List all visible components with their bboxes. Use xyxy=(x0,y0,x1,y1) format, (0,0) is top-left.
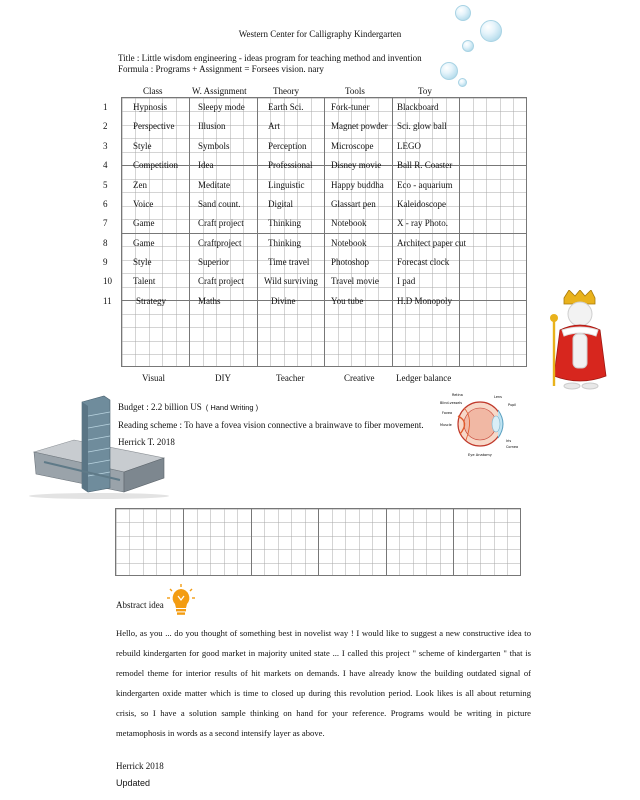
table-cell: Microscope xyxy=(331,141,374,151)
table-cell: Idea xyxy=(198,160,214,170)
table-cell: Notebook xyxy=(331,218,367,228)
eye-label: Pupil xyxy=(508,403,517,407)
table-cell: Superior xyxy=(198,257,229,267)
updated-label: Updated xyxy=(116,778,151,788)
abstract-body: Hello, as you ... do you thought of something best in novelist way ! I would like to suggest a new constructive idea to rebuild kindergarten for good market in majority united state ... I called this project " scheme of kindergarten " that is remodel theme for interior results of hit markets on demands. I have already know the building outdated signal of kindergarten oxide matter which is time to closed up during this revolution period. Look likes is all about returning crisis, so I have a solution sample thinking on hand for your reference. Programs would be writing in picture metamophosis in words as a second intensify layer as above. xyxy=(116,628,531,738)
table-cell: Time travel xyxy=(268,257,310,267)
table-cell: Meditate xyxy=(198,180,230,190)
bubbles-icon xyxy=(438,0,518,90)
eye-label: Retina xyxy=(452,393,463,397)
column-header-assignment: W. Assignment xyxy=(192,86,247,96)
row-number: 9 xyxy=(103,257,108,267)
table-cell: Voice xyxy=(133,199,154,209)
eye-label: Cornea xyxy=(506,445,519,449)
table-cell: Sleepy mode xyxy=(198,102,245,112)
table-cell: Glassart pen xyxy=(331,199,376,209)
column-footer-creative: Creative xyxy=(344,373,375,383)
row-number: 11 xyxy=(103,296,112,306)
reading-scheme: Reading scheme : To have a fovea vision connective a brainwave to fiber movement. xyxy=(118,420,424,430)
table-cell: Thinking xyxy=(268,238,301,248)
column-footer-diy: DIY xyxy=(215,373,231,383)
table-cell: Architect paper cut xyxy=(397,238,466,248)
table-cell: Magnet powder xyxy=(331,121,388,131)
table-cell: Style xyxy=(133,141,152,151)
table-cell: Style xyxy=(133,257,152,267)
table-cell: Ball R. Coaster xyxy=(397,160,453,170)
budget-note: ( Hand Writing ) xyxy=(205,403,259,412)
king-figure-icon xyxy=(540,290,616,392)
column-header-class: Class xyxy=(143,86,163,96)
table-cell: Symbols xyxy=(198,141,230,151)
table-cell: Craft project xyxy=(198,218,244,228)
budget-label: Budget : 2.2 billion US xyxy=(118,402,202,412)
column-footer-visual: Visual xyxy=(142,373,165,383)
row-number: 2 xyxy=(103,121,108,131)
column-header-toy: Toy xyxy=(418,86,432,96)
table-cell: Travel movie xyxy=(331,276,379,286)
column-footer-teacher: Teacher xyxy=(276,373,305,383)
table-cell: H.D Monopoly xyxy=(397,296,453,306)
row-number: 3 xyxy=(103,141,108,151)
column-header-tools: Tools xyxy=(345,86,365,96)
table-cell: Strategy xyxy=(136,296,166,306)
table-cell: Kaleidoscope xyxy=(397,199,446,209)
table-cell: Maths xyxy=(198,296,221,306)
table-cell: Linguistic xyxy=(268,180,305,190)
table-cell: Wild surviving xyxy=(264,276,318,286)
document-formula: Formula : Programs + Assignment = Forsees vision. nary xyxy=(118,64,324,74)
table-cell: Digital xyxy=(268,199,293,209)
eye-anatomy-icon xyxy=(440,392,520,460)
row-number: 7 xyxy=(103,218,108,228)
eye-caption: Eye Anatomy xyxy=(468,453,492,457)
budget-line xyxy=(118,402,258,412)
table-cell: Notebook xyxy=(331,238,367,248)
program-grid xyxy=(121,97,527,367)
lightbulb-icon xyxy=(167,584,195,616)
row-number: 6 xyxy=(103,199,108,209)
table-cell: Illusion xyxy=(198,121,226,131)
table-cell: Forecast clock xyxy=(397,257,450,267)
abstract-title: Abstract idea xyxy=(116,600,164,610)
table-cell: Sci. glow ball xyxy=(397,121,447,131)
table-cell: Game xyxy=(133,238,155,248)
table-cell: Earth Sci. xyxy=(268,102,304,112)
table-cell: Divine xyxy=(271,296,296,306)
table-cell: Talent xyxy=(133,276,156,286)
table-cell: LEGO xyxy=(397,141,421,151)
document-title: Western Center for Calligraphy Kindergarten xyxy=(238,29,402,39)
column-header-theory: Theory xyxy=(273,86,299,96)
row-number: 10 xyxy=(103,276,112,286)
table-cell: You tube xyxy=(331,296,364,306)
eye-label: Fovea xyxy=(442,411,453,415)
document-subtitle: Title : Little wisdom engineering - ideas program for teaching method and invention xyxy=(118,53,422,63)
table-cell: Sand count. xyxy=(198,199,241,209)
table-cell: Perception xyxy=(268,141,307,151)
row-number: 8 xyxy=(103,238,108,248)
abstract-author: Herrick 2018 xyxy=(116,761,164,771)
eye-label: Iris xyxy=(506,439,512,443)
empty-grid xyxy=(115,508,521,576)
eye-label: Muscle xyxy=(440,423,452,427)
table-cell: Zen xyxy=(133,180,147,190)
table-cell: Art xyxy=(268,121,280,131)
table-cell: Eco - aquarium xyxy=(397,180,453,190)
table-cell: Perspective xyxy=(133,121,175,131)
eye-label: Lens xyxy=(494,395,502,399)
table-cell: Competition xyxy=(133,160,178,170)
table-cell: Happy buddha xyxy=(331,180,384,190)
table-cell: Thinking xyxy=(268,218,301,228)
table-cell: Disney movie xyxy=(331,160,382,170)
table-cell: I pad xyxy=(397,276,416,286)
row-number: 1 xyxy=(103,102,108,112)
table-cell: Fork-tuner xyxy=(331,102,370,112)
table-cell: Craft project xyxy=(198,276,244,286)
author-signature: Herrick T. 2018 xyxy=(118,437,175,447)
table-cell: Photoshop xyxy=(331,257,370,267)
column-footer-ledger: Ledger balance xyxy=(396,373,452,383)
table-cell: Craftproject xyxy=(198,238,242,248)
row-number: 5 xyxy=(103,180,108,190)
eye-label: Blind-vessels xyxy=(440,401,463,405)
table-cell: Blackboard xyxy=(397,102,439,112)
row-number: 4 xyxy=(103,160,108,170)
table-cell: Professional xyxy=(268,160,313,170)
table-cell: X - ray Photo. xyxy=(397,218,448,228)
table-cell: Hypnosis xyxy=(133,102,168,112)
table-cell: Game xyxy=(133,218,155,228)
